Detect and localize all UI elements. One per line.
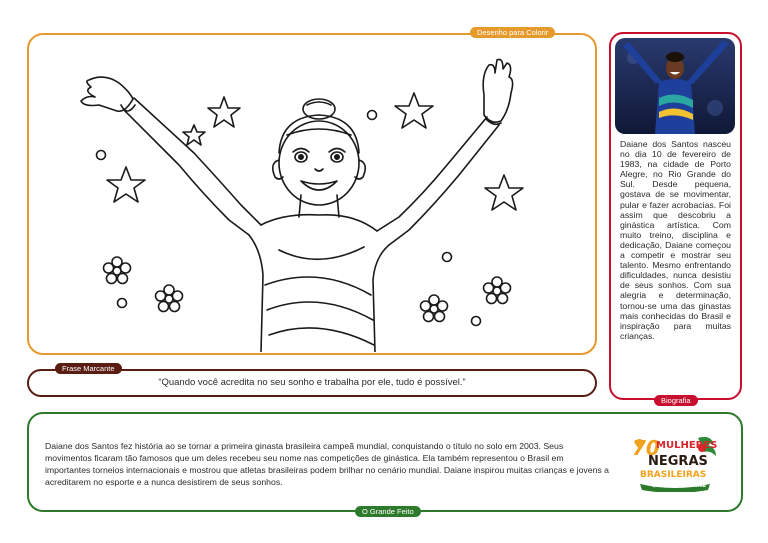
gymnast-line-drawing <box>29 35 594 352</box>
achievement-text: Daiane dos Santos fez história ao se tornar a primeira ginasta brasileira campeã mundial, conquistando o título no solo em 2003. Seus movimentos ficaram tão famosos que um deles recebeu seu nome nas competições de ginástica. Ela também representou o Brasil em importantes torneios internacionais e mostrou que atletas brasileiras podem brilhar no cenário mundial. Daiane inspirou muitas crianças e jovens a acreditarem no esporte e a nunca desistirem de seus sonhos. <box>45 441 610 487</box>
quote-section-label: Frase Marcante <box>55 363 122 374</box>
logo-line3: BRASILEIRAS <box>640 470 707 480</box>
logo-tagline: QUE FIZERAM HISTÓRIA <box>652 483 706 488</box>
coloring-frame <box>27 33 597 355</box>
biography-frame <box>609 32 742 400</box>
logo-line1: MULHERES <box>656 440 718 451</box>
collection-logo <box>630 434 720 492</box>
logo-number: 70 <box>632 436 660 460</box>
athlete-photo <box>615 38 735 134</box>
quote-text: “Quando você acredita no seu sonho e trabalha por ele, tudo é possível.” <box>158 377 466 388</box>
biography-section-label: Biografia <box>654 395 698 406</box>
logo-line2: NEGRAS <box>648 454 708 469</box>
coloring-section-label: Desenho para Colorir <box>470 27 555 38</box>
biography-text: Daiane dos Santos nasceu no dia 10 de fevereiro de 1983, na cidade de Porto Alegre, no Rio Grande do Sul. Desde pequena, gostava de se movimentar, pular e fazer acrobacias. Foi assim que descobriu a ginástica artística. Com muito treino, disciplina e dedicação, Daiane começou a competir e mostrar seu talento. Mesmo enfrentando dificuldades, nunca desistiu de seus sonhos. Com sua alegria e determinação, tornou-se uma das ginastas mais conhecidas do Brasil e inspiração para muitas crianças. <box>620 139 731 341</box>
achievement-section-label: O Grande Feito <box>355 506 421 517</box>
